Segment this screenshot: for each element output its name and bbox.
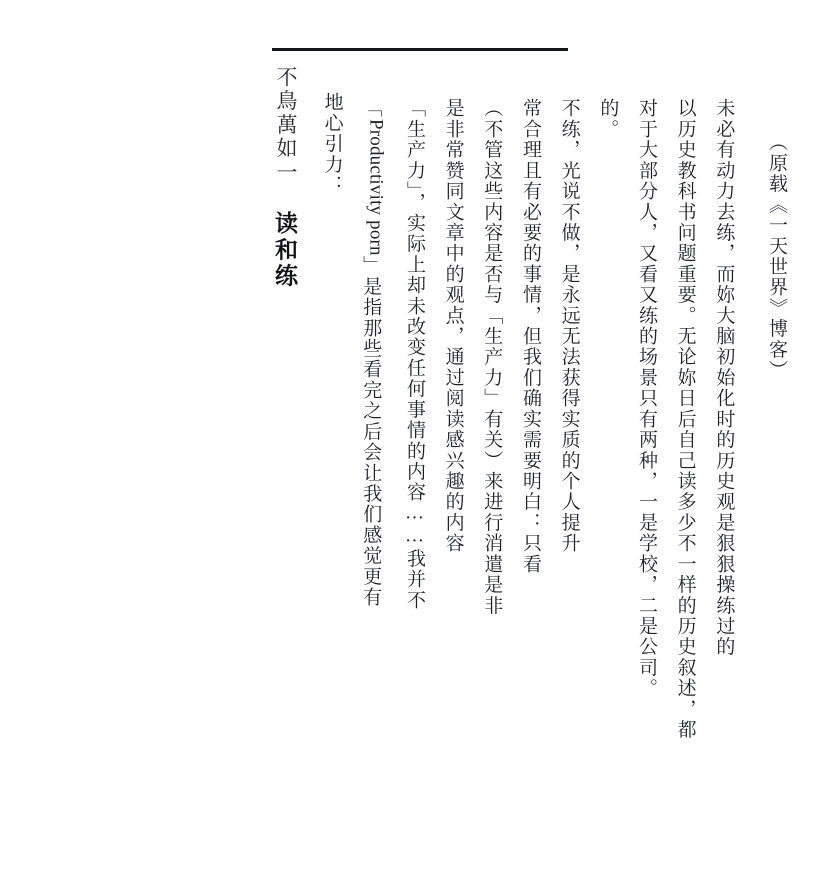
body-column-10: 未必有动力去练，而妳大脑初始化时的历史观是狠狠操练过的 xyxy=(713,98,735,658)
body-column-4: （不管这些内容是否与「生产力」有关）来进行消遣是非 xyxy=(481,98,503,616)
body-column-6: 不练，光说不做，是永远无法获得实质的个人提升 xyxy=(558,98,580,554)
author-name: 不鳥萬如一 xyxy=(273,66,298,185)
body-column-3: 是非常赞同文章中的观点，通过阅读感兴趣的内容 xyxy=(442,98,464,554)
attribution-text: （原载《一天世界》博客） xyxy=(766,132,787,381)
body-column-7: 的。 xyxy=(597,98,619,140)
body-column-5: 常合理且有必要的事情，但我们确实需要明白：只看 xyxy=(519,98,541,575)
lead-in-text: 地心引力： xyxy=(321,92,343,196)
latin-phrase: Productivity porn xyxy=(365,118,387,256)
body-column-8: 对于大部分人，又看又练的场景只有两种，一是学校，二是公司。 xyxy=(635,98,657,699)
title-block xyxy=(249,36,301,848)
page-title: 读和练 xyxy=(271,210,297,290)
body-column-1: 「Productivity porn」是指那些看完之后会让我们感觉更有 xyxy=(354,36,392,848)
body-column-2: 「生产力」，实际上却未改变任何事情的内容……我并不 xyxy=(403,98,425,611)
body-column-9: 以历史教科书问题重要。无论妳日后自己读多少不一样的历史叙述，都 xyxy=(674,98,696,741)
